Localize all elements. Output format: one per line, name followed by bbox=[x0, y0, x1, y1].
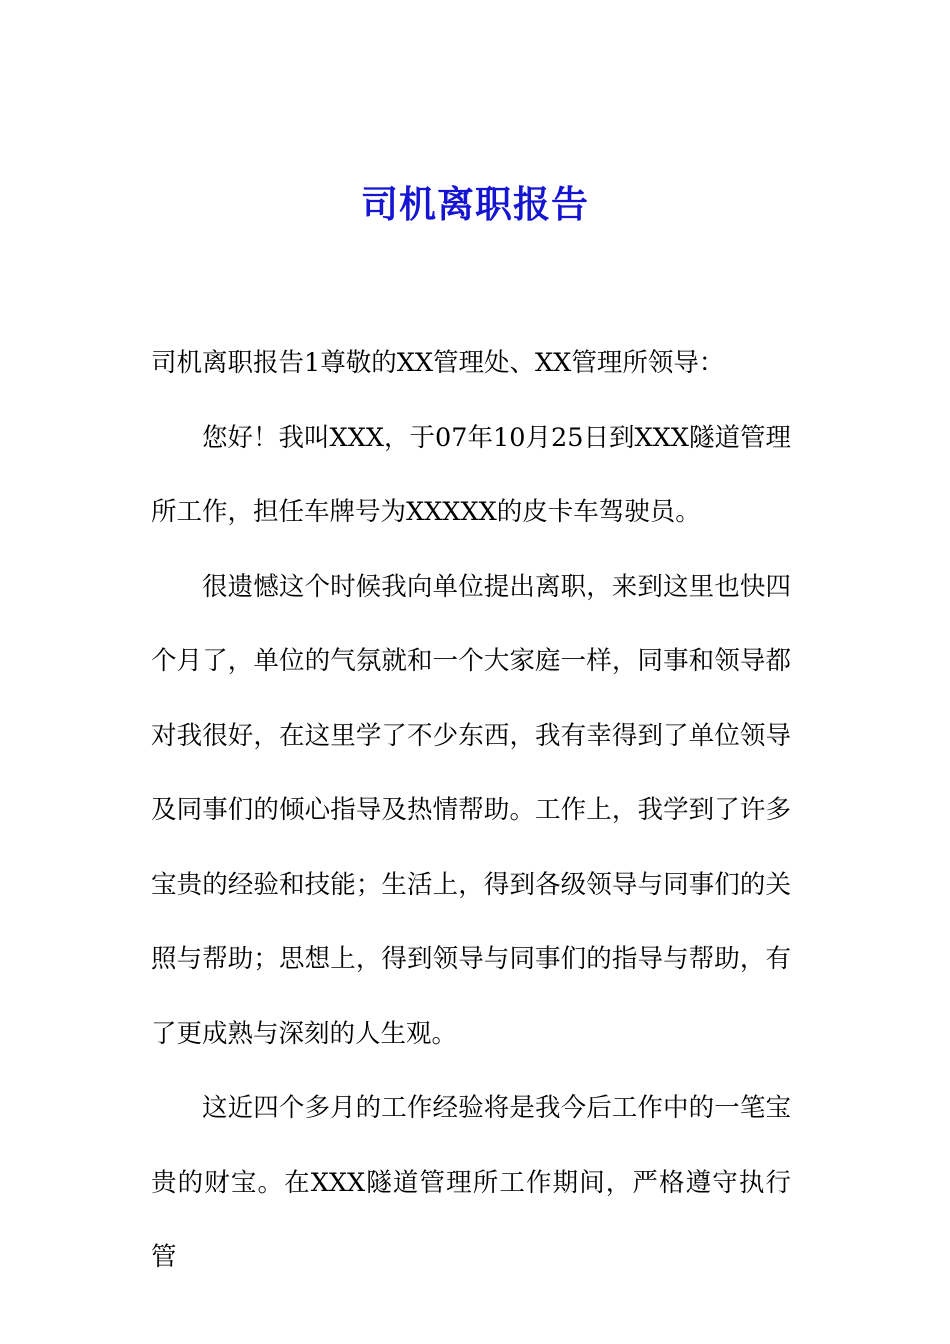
document-body bbox=[151, 326, 791, 1295]
paragraph-experience: 这近四个多月的工作经验将是我今后工作中的一笔宝贵的财宝。在XXX隧道管理所工作期间，严格遵守执行管 bbox=[151, 1093, 791, 1272]
paragraph-salutation: 司机离职报告1尊敬的XX管理处、XX管理所领导： bbox=[151, 348, 725, 378]
paragraph-greeting: 您好！我叫XXX，于07年10月25日到XXX隧道管理所工作，担任车牌号为XXXXX的皮卡车驾驶员。 bbox=[151, 422, 791, 527]
document-title: 司机离职报告 bbox=[361, 182, 589, 226]
paragraph-reason: 很遗憾这个时候我向单位提出离职，来到这里也快四个月了，单位的气氛就和一个大家庭一样，同事和领导都对我很好，在这里学了不少东西，我有幸得到了单位领导及同事们的倾心指导及热情帮助。工作上，我学到了许多宝贵的经验和技能；生活上，得到各级领导与同事们的关照与帮助；思想上，得到领导与同事们的指导与帮助，有了更成熟与深刻的人生观。 bbox=[151, 571, 791, 1049]
